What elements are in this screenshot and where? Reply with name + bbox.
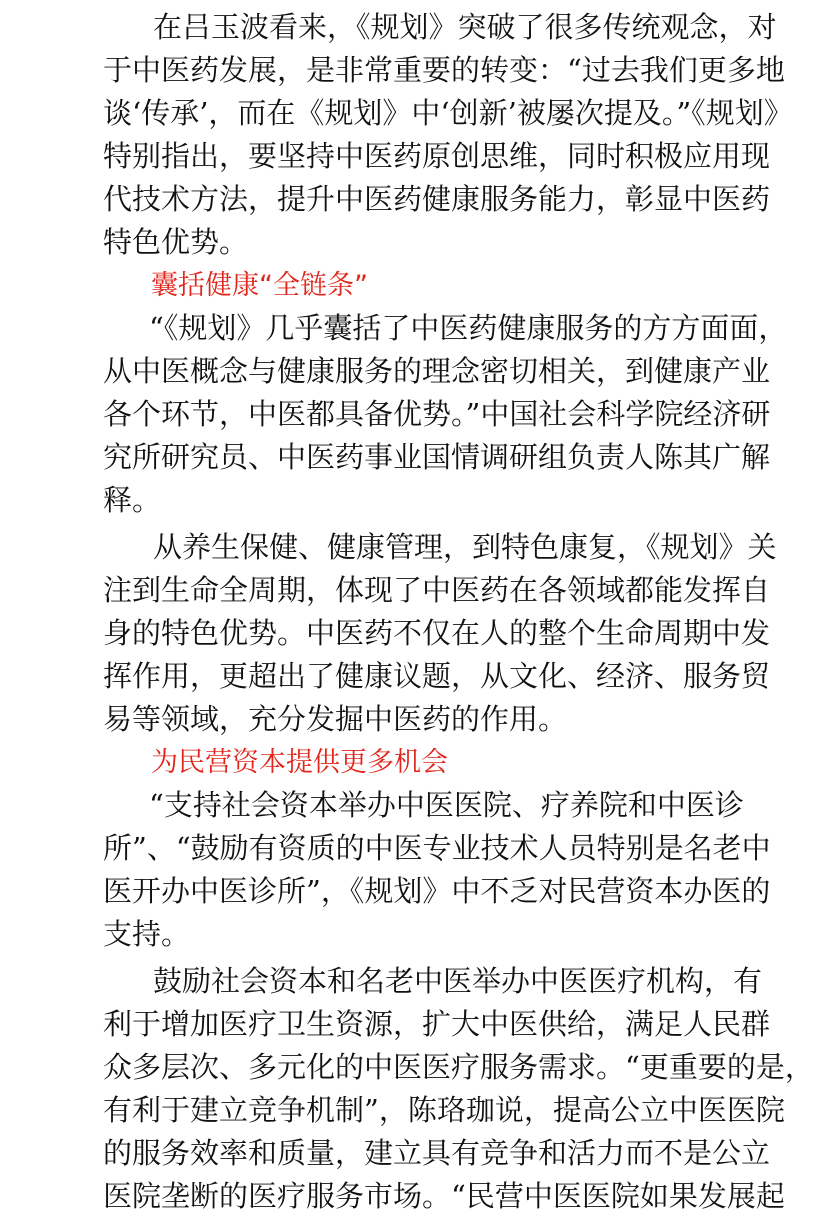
paragraph-line: 身的特色优势。中医药不仅在人的整个生命周期中发 (103, 616, 771, 650)
paragraph-line: 易等领域，充分发掘中医药的作用。 (103, 702, 568, 736)
paragraph-line: 从中医概念与健康服务的理念密切相关，到健康产业 (103, 354, 771, 388)
paragraph-line: 究所研究员、中医药事业国情调研组负责人陈其广解 (103, 440, 771, 474)
paragraph-line: 从养生保健、健康管理，到特色康复，《规划》关 (153, 530, 777, 564)
paragraph-2 (103, 307, 788, 522)
paragraph-line: 鼓励社会资本和名老中医举办中医医疗机构，有 (153, 964, 763, 998)
paragraph-4 (103, 784, 771, 956)
paragraph-line: 谈‘传承’，而在《规划》中‘创新’被屡次提及。”《规划》 (103, 96, 793, 130)
section-heading: 为民营资本提供更多机会 (151, 747, 448, 778)
paragraph-line: 各个环节，中医都具备优势。”中国社会科学院经济研 (103, 397, 771, 431)
paragraph-line: 特色优势。 (103, 225, 249, 259)
paragraph-line: 所”、“鼓励有资质的中医专业技术人员特别是名老中 (103, 831, 771, 865)
paragraph-line: 有利于建立竞争机制”，陈珞珈说，提高公立中医医院 (103, 1093, 785, 1127)
paragraph-line: 支持。 (103, 917, 191, 951)
paragraph-line: 医院垄断的医疗服务市场。“民营中医医院如果发展起 (103, 1179, 785, 1213)
paragraph-line: 特别指出，要坚持中医药原创思维，同时积极应用现 (103, 139, 771, 173)
paragraph-line: “支持社会资本举办中医医院、疗养院和中医诊 (149, 788, 744, 822)
paragraph-line: 于中医药发展，是非常重要的转变：“过去我们更多地 (103, 53, 785, 87)
paragraph-line: 代技术方法，提升中医药健康服务能力，彰显中医药 (103, 182, 771, 216)
paragraph-1 (103, 0, 793, 264)
paragraph-line: 的服务效率和质量，建立具有竞争和活力而不是公立 (103, 1136, 771, 1170)
paragraph-line: 利于增加医疗卫生资源，扩大中医供给，满足人民群 (103, 1007, 771, 1041)
paragraph-line: “《规划》几乎囊括了中医药健康服务的方方面面， (149, 311, 788, 345)
paragraph-line: 释。 (103, 483, 162, 517)
paragraph-line: 医开办中医诊所”，《规划》中不乏对民营资本办医的 (103, 874, 771, 908)
paragraph-line: 挥作用，更超出了健康议题，从文化、经济、服务贸 (103, 659, 771, 693)
paragraph-line: 在吕玉波看来，《规划》突破了很多传统观念，对 (153, 10, 777, 44)
document-page (103, 0, 814, 1218)
section-heading: 囊括健康“全链条” (151, 270, 368, 301)
paragraph-line: 注到生命全周期，体现了中医药在各领域都能发挥自 (103, 573, 771, 607)
paragraph-5 (103, 960, 814, 1218)
paragraph-3 (103, 526, 777, 741)
paragraph-line: 众多层次、多元化的中医医疗服务需求。“更重要的是， (103, 1050, 814, 1084)
